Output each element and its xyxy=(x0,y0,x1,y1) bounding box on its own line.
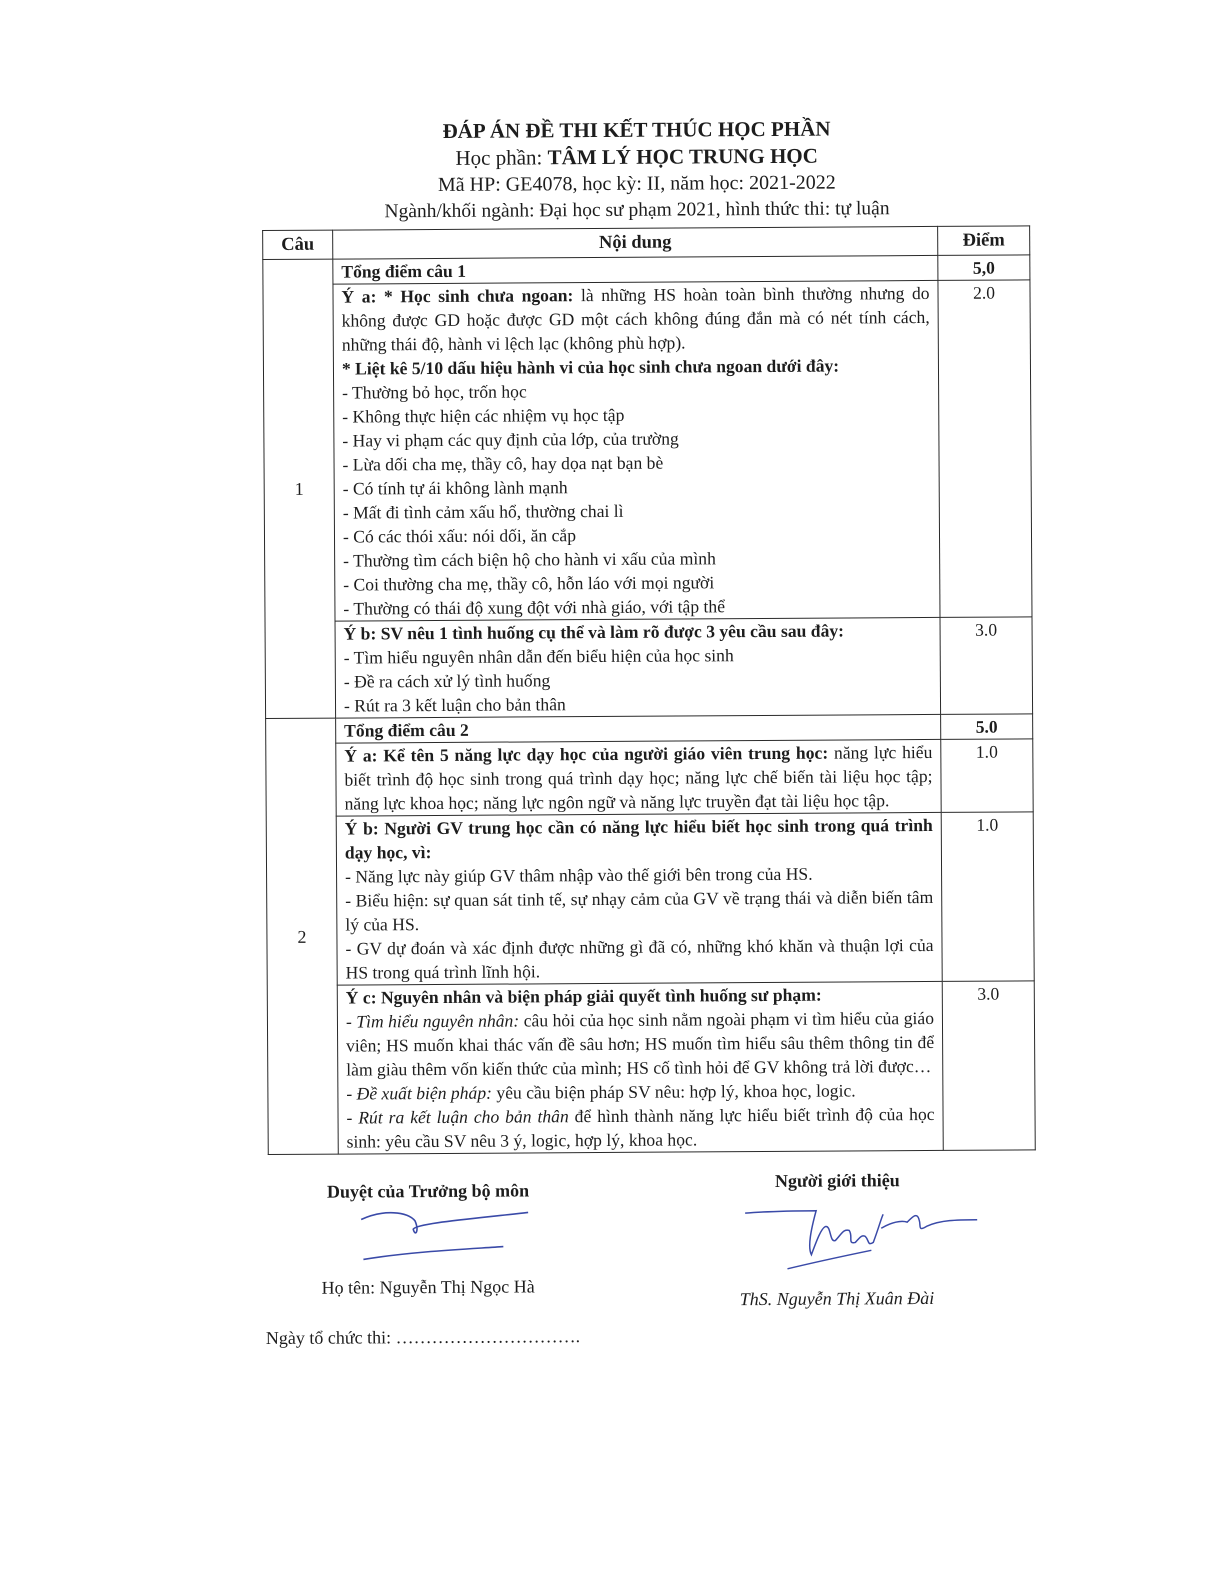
q2c-score: 3.0 xyxy=(942,981,1035,1151)
table-row xyxy=(263,280,1032,622)
q2-total-score: 5.0 xyxy=(941,714,1033,740)
question-number-1: 1 xyxy=(263,259,336,718)
left-signature-title: Duyệt của Trưởng bộ môn xyxy=(326,1180,530,1202)
q2-part-b xyxy=(336,812,942,985)
question-number-2: 2 xyxy=(266,718,339,1154)
right-signer-name: ThS. Nguyễn Thị Xuân Đài xyxy=(739,1287,935,1310)
q2-part-a xyxy=(336,739,942,816)
q2c-cause-text: câu hỏi của học sinh nằm ngoài phạm vi tìm hiểu của giáo viên; HS muốn khai thác vấn đề sâu hơn; HS muốn tìm hiểu sâu thêm thông tin để làm giàu thêm vốn kiến thức của mình; HS cố tình hỏi để GV không trả lời được… xyxy=(345,1007,935,1080)
right-signature-title: Người giới thiệu xyxy=(774,1170,900,1191)
course-prefix: Học phần: xyxy=(455,145,548,170)
list-item: - Thường tìm cách biện hộ cho hành vi xấu của mình xyxy=(343,548,716,571)
document-title: ĐÁP ÁN ĐỀ THI KẾT THÚC HỌC PHẦN xyxy=(442,116,831,143)
left-signature-mark xyxy=(353,1200,543,1276)
q2c-conclusion xyxy=(346,1102,934,1154)
list-item: - GV dự đoán và xác định được những gì đã có, những khó khăn và thuận lợi của HS trong quá trình lĩnh hội. xyxy=(345,934,934,983)
table-row xyxy=(266,739,1033,817)
q1a-lead: Ý a: * Học sinh chưa ngoan: xyxy=(341,285,574,307)
list-item: - Năng lực này giúp GV thâm nhập vào thế giới bên trong của HS. xyxy=(344,863,813,887)
list-item: - Có tính tự ái không lành mạnh xyxy=(342,477,568,499)
list-item: - Tìm hiểu nguyên nhân dẫn đến biểu hiện của học sinh xyxy=(343,645,734,668)
table-row xyxy=(266,812,1034,986)
exam-date-line: Ngày tổ chức thi: …………………………. xyxy=(265,1326,581,1349)
course-info: Mã HP: GE4078, học kỳ: II, năm học: 2021-2022 xyxy=(437,171,836,196)
table-header-row xyxy=(263,226,1030,260)
program-info: Ngành/khối ngành: Đại học sư phạm 2021, hình thức thi: tự luận xyxy=(384,198,890,223)
header-cau: Câu xyxy=(263,230,333,259)
q2c-measure-label: - Đề xuất biện pháp: xyxy=(346,1082,493,1104)
q2c-cause xyxy=(346,1006,935,1082)
list-item: - Coi thường cha mẹ, thầy cô, hỗn láo với mọi người xyxy=(343,572,715,595)
q2c-measure-text: yêu cầu biện pháp SV nêu: hợp lý, khoa học, logic. xyxy=(491,1080,856,1103)
q1a-text: là những HS hoàn toàn bình thường nhưng do không được GD hoặc được GD một cách không đúng đắn mà có nét tính cách, những thái độ, hành vi lệch lạc (không phù hợp). xyxy=(341,282,930,355)
header-noi-dung: Nội dung xyxy=(333,226,938,259)
q1a-list-heading: * Liệt kê 5/10 dấu hiệu hành vi của học sinh chưa ngoan dưới đây: xyxy=(341,355,840,379)
q1b-lead: Ý b: SV nêu 1 tình huống cụ thể và làm rõ được 3 yêu cầu sau đây: xyxy=(343,620,845,644)
q2-total-label: Tổng điểm câu 2 xyxy=(336,714,941,743)
list-item: - Thường bỏ học, trốn học xyxy=(342,381,527,403)
table-row xyxy=(265,617,1033,719)
q2c-cause-label: - Tìm hiểu nguyên nhân: xyxy=(345,1010,520,1032)
q2a-lead: Ý a: Kể tên 5 năng lực dạy học của người giáo viên trung học: xyxy=(344,742,829,766)
list-item: - Đề ra cách xử lý tình huống xyxy=(343,670,551,692)
q1-total-label: Tổng điểm câu 1 xyxy=(333,255,938,284)
q2c-conclusion-text: để hình thành năng lực hiểu biết trình độ của học sinh: yêu cầu SV nêu 3 ý, logic, hợp lý, khoa học. xyxy=(346,1103,935,1152)
q1a-score: 2.0 xyxy=(938,280,1032,618)
list-item: - Hay vi phạm các quy định của lớp, của trường xyxy=(342,428,679,451)
q2b-lead: Ý b: Người GV trung học cần có năng lực hiểu biết học sinh trong quá trình dạy học, vì: xyxy=(344,814,933,863)
q2a-text: năng lực hiểu biết trình độ học sinh trong quá trình dạy học; năng lực chế biến tài liệu học tập; năng lực khoa học; năng lực ngôn ngữ và năng lực truyền đạt tài liệu học tập. xyxy=(344,741,933,814)
q2-part-c xyxy=(337,981,943,1154)
header-diem: Điểm xyxy=(938,226,1030,256)
course-name: TÂM LÝ HỌC TRUNG HỌC xyxy=(547,143,818,170)
q2c-lead: Ý c: Nguyên nhân và biện pháp giải quyết tình huống sư phạm: xyxy=(345,984,822,1008)
q1-total-score: 5,0 xyxy=(938,255,1030,281)
list-item: - Lừa dối cha mẹ, thầy cô, hay dọa nạt bạn bè xyxy=(342,452,664,475)
right-signature-mark xyxy=(741,1198,981,1279)
q1a-definition xyxy=(341,281,930,357)
left-signer-name: Họ tên: Nguyễn Thị Ngọc Hà xyxy=(321,1276,535,1298)
q2b-score: 1.0 xyxy=(941,812,1034,982)
list-item: - Thường có thái độ xung đột với nhà giáo, với tập thể xyxy=(343,596,726,619)
list-item: - Có các thói xấu: nói dối, ăn cắp xyxy=(342,525,577,547)
q2c-measure xyxy=(346,1078,934,1106)
table-row xyxy=(267,981,1035,1155)
list-item: - Không thực hiện các nhiệm vụ học tập xyxy=(342,404,625,427)
list-item: - Mất đi tình cảm xấu hổ, thường chai lì xyxy=(342,500,624,523)
list-item: - Biểu hiện: sự quan sát tinh tế, sự nhạy cảm của GV về trạng thái và diễn biến tâm lý của HS. xyxy=(345,886,934,935)
list-item: - Rút ra 3 kết luận cho bản thân xyxy=(343,694,566,716)
course-line xyxy=(247,142,1027,172)
q1-part-b xyxy=(335,617,941,718)
q2c-conclusion-label: - Rút ra kết luận cho bản thân xyxy=(346,1106,569,1128)
q1-part-a xyxy=(333,280,940,621)
q1b-score: 3.0 xyxy=(940,617,1033,715)
q2a-score: 1.0 xyxy=(941,739,1033,813)
answer-table xyxy=(262,225,1036,1155)
